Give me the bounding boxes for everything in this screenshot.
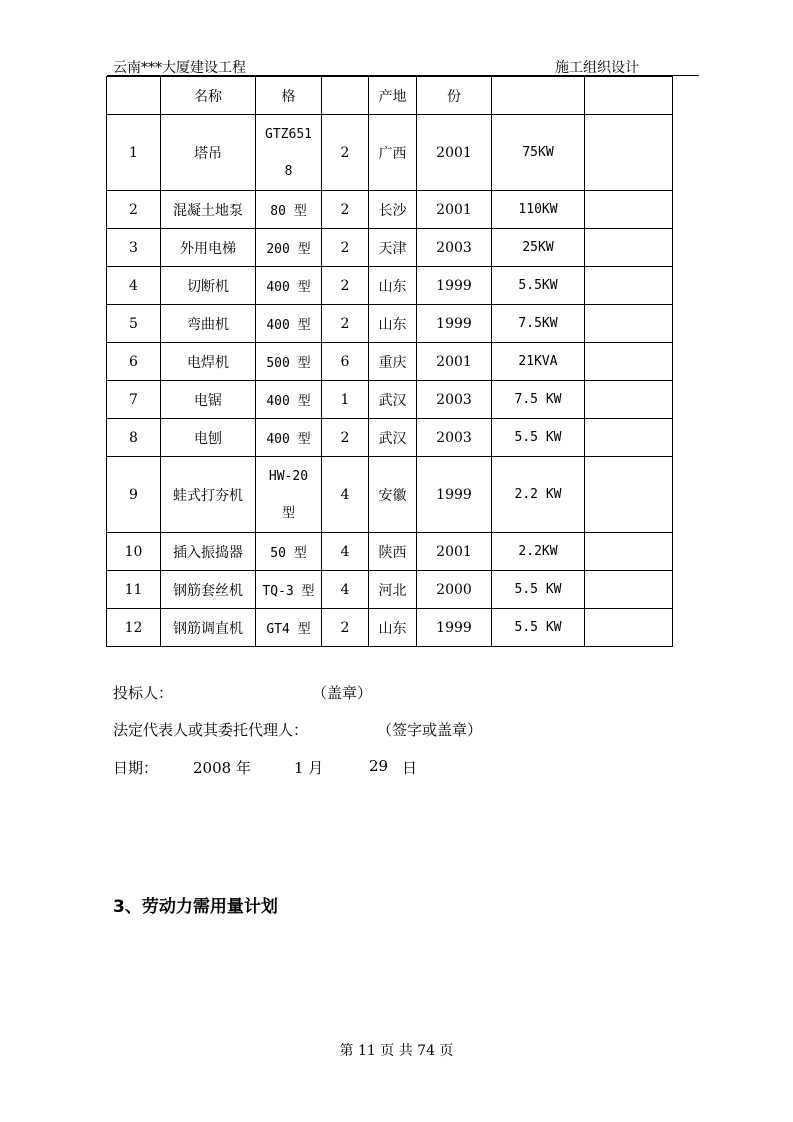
cell-remark (585, 419, 673, 457)
table-row (107, 305, 673, 343)
table-row (107, 419, 673, 457)
cell-power: 5.5 KW (492, 419, 585, 457)
bidder-label: 投标人： (113, 684, 174, 702)
header-cell (585, 77, 673, 115)
cell-model: GTZ651 8 (256, 115, 322, 191)
cell-power: 7.5KW (492, 305, 585, 343)
date-day-unit: 日 (402, 759, 418, 777)
cell-name: 插入振捣器 (161, 533, 256, 571)
cell-index: 4 (107, 267, 161, 305)
date-day: 29 (369, 757, 389, 775)
cell-index: 12 (107, 609, 161, 647)
cell-origin: 广西 (369, 115, 417, 191)
date-label: 日期： (113, 759, 159, 777)
header-cell: 产地 (369, 77, 417, 115)
cell-origin: 河北 (369, 571, 417, 609)
cell-origin: 安徽 (369, 457, 417, 533)
cell-quantity: 2 (322, 115, 369, 191)
cell-year: 1999 (417, 609, 492, 647)
cell-year: 1999 (417, 457, 492, 533)
cell-origin: 陕西 (369, 533, 417, 571)
header-cell (322, 77, 369, 115)
table-row (107, 115, 673, 191)
cell-remark (585, 381, 673, 419)
cell-model: TQ-3 型 (256, 571, 322, 609)
cell-year: 1999 (417, 267, 492, 305)
cell-remark (585, 267, 673, 305)
cell-remark (585, 571, 673, 609)
cell-power: 2.2 KW (492, 457, 585, 533)
table-row (107, 191, 673, 229)
cell-power: 5.5 KW (492, 609, 585, 647)
cell-remark (585, 305, 673, 343)
cell-model: 80 型 (256, 191, 322, 229)
cell-quantity: 4 (322, 571, 369, 609)
cell-quantity: 2 (322, 191, 369, 229)
cell-index: 10 (107, 533, 161, 571)
cell-name: 塔吊 (161, 115, 256, 191)
cell-name: 切断机 (161, 267, 256, 305)
cell-name: 电焊机 (161, 343, 256, 381)
cell-remark (585, 191, 673, 229)
cell-name: 弯曲机 (161, 305, 256, 343)
cell-origin: 重庆 (369, 343, 417, 381)
cell-year: 2003 (417, 229, 492, 267)
table-row (107, 457, 673, 533)
cell-remark (585, 343, 673, 381)
cell-origin: 天津 (369, 229, 417, 267)
section-title: 3、劳动力需用量计划 (113, 897, 278, 917)
cell-year: 2003 (417, 381, 492, 419)
cell-quantity: 2 (322, 305, 369, 343)
table-row (107, 571, 673, 609)
cell-power: 5.5 KW (492, 571, 585, 609)
cell-model: 400 型 (256, 267, 322, 305)
cell-index: 1 (107, 115, 161, 191)
header-cell: 格 (256, 77, 322, 115)
date-year: 2008 年 (193, 759, 251, 777)
table-header-row (107, 77, 673, 115)
equipment-table (106, 76, 673, 647)
equipment-table-body (107, 77, 673, 647)
cell-quantity: 2 (322, 419, 369, 457)
cell-model: HW-20 型 (256, 457, 322, 533)
cell-name: 混凝土地泵 (161, 191, 256, 229)
cell-name: 电刨 (161, 419, 256, 457)
cell-remark (585, 229, 673, 267)
cell-quantity: 4 (322, 533, 369, 571)
cell-power: 21KVA (492, 343, 585, 381)
cell-remark (585, 609, 673, 647)
table-row (107, 609, 673, 647)
header-cell: 名称 (161, 77, 256, 115)
cell-origin: 山东 (369, 609, 417, 647)
cell-model: 400 型 (256, 419, 322, 457)
cell-name: 钢筋套丝机 (161, 571, 256, 609)
cell-year: 2001 (417, 191, 492, 229)
cell-index: 6 (107, 343, 161, 381)
cell-index: 9 (107, 457, 161, 533)
cell-remark (585, 457, 673, 533)
cell-quantity: 2 (322, 267, 369, 305)
cell-origin: 山东 (369, 267, 417, 305)
cell-quantity: 6 (322, 343, 369, 381)
cell-origin: 武汉 (369, 419, 417, 457)
cell-model: 400 型 (256, 381, 322, 419)
table-row (107, 267, 673, 305)
header-doc-title: 施工组织设计 (555, 60, 639, 76)
cell-index: 7 (107, 381, 161, 419)
table-row (107, 343, 673, 381)
representative-label: 法定代表人或其委托代理人： (113, 721, 309, 739)
cell-model: 500 型 (256, 343, 322, 381)
header-cell (492, 77, 585, 115)
cell-origin: 山东 (369, 305, 417, 343)
cell-quantity: 2 (322, 609, 369, 647)
cell-year: 2001 (417, 343, 492, 381)
cell-model: 200 型 (256, 229, 322, 267)
date-month: 1 月 (294, 759, 324, 777)
cell-name: 电锯 (161, 381, 256, 419)
cell-name: 钢筋调直机 (161, 609, 256, 647)
header-cell: 份 (417, 77, 492, 115)
cell-origin: 长沙 (369, 191, 417, 229)
cell-index: 2 (107, 191, 161, 229)
cell-remark (585, 115, 673, 191)
cell-index: 5 (107, 305, 161, 343)
header-cell (107, 77, 161, 115)
cell-power: 25KW (492, 229, 585, 267)
page-footer: 第 11 页 共 74 页 (339, 1043, 454, 1059)
cell-index: 11 (107, 571, 161, 609)
cell-year: 1999 (417, 305, 492, 343)
table-row (107, 229, 673, 267)
cell-name: 蛙式打夯机 (161, 457, 256, 533)
cell-year: 2000 (417, 571, 492, 609)
representative-sign-note: （签字或盖章） (377, 721, 483, 739)
cell-model: 400 型 (256, 305, 322, 343)
cell-model: 50 型 (256, 533, 322, 571)
cell-origin: 武汉 (369, 381, 417, 419)
cell-power: 75KW (492, 115, 585, 191)
cell-year: 2001 (417, 533, 492, 571)
cell-power: 2.2KW (492, 533, 585, 571)
bidder-stamp-note: （盖章） (312, 684, 373, 702)
cell-model: GT4 型 (256, 609, 322, 647)
cell-quantity: 4 (322, 457, 369, 533)
cell-quantity: 2 (322, 229, 369, 267)
cell-index: 8 (107, 419, 161, 457)
table-row (107, 381, 673, 419)
cell-year: 2001 (417, 115, 492, 191)
cell-remark (585, 533, 673, 571)
cell-year: 2003 (417, 419, 492, 457)
cell-name: 外用电梯 (161, 229, 256, 267)
cell-index: 3 (107, 229, 161, 267)
cell-power: 5.5KW (492, 267, 585, 305)
cell-power: 110KW (492, 191, 585, 229)
cell-power: 7.5 KW (492, 381, 585, 419)
cell-quantity: 1 (322, 381, 369, 419)
header-project-name: 云南***大厦建设工程 (113, 60, 246, 76)
table-row (107, 533, 673, 571)
